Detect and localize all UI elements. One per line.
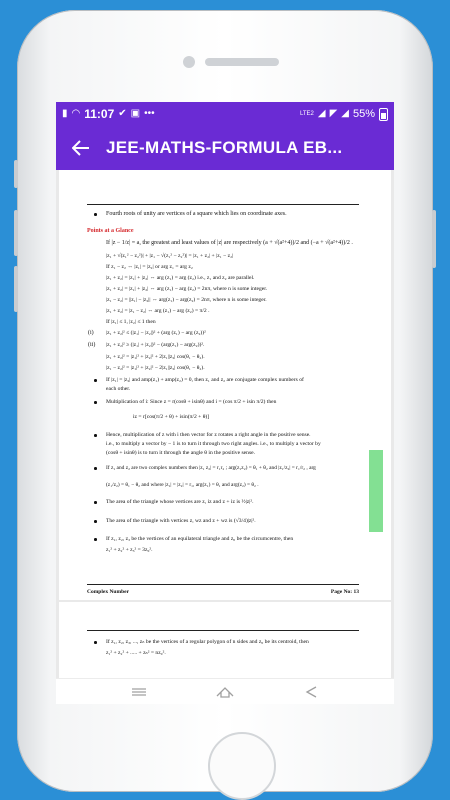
pdf-viewer[interactable]	[56, 170, 394, 678]
cell-signal-icon: ◢	[341, 108, 349, 119]
doc-line: If z₁ and z₂ are two complex numbers then |z₁ z₂| = r₁r₂ ; arg(z₁z₂) = θ₁ + θ₂ and |z₁/z₂| = r₁/r₂ , arg	[106, 465, 316, 471]
doc-line: Multiplication of i: Since z = r(cosθ + isinθ) and i = (cos π/2 + isin π/2) then	[106, 399, 277, 405]
pdf-page-next	[59, 602, 391, 678]
doc-line: Hence, multiplication of z with i then vector for z rotates a right angle in the positive sense.	[106, 432, 311, 438]
pdf-page	[59, 170, 391, 600]
app-title: JEE-MATHS-FORMULA EB...	[106, 138, 343, 157]
doc-line: If |z − 1/z| = a, the greatest and least values of |z| are respectively (a + √(a²+4))/2 and (−a + √(a²+4))/2 .	[106, 240, 353, 246]
status-bar	[56, 102, 394, 126]
wifi-icon: ◠	[71, 108, 81, 119]
doc-line: The area of the triangle with vertices z, wz and z + wz is (√3/4)|z|².	[106, 518, 256, 524]
doc-line: |z₁ + z₂|² ≥ (|z₁| + |z₂|)² − (arg(z₁) − arg(z₂))².	[106, 342, 205, 348]
network-label: LTE2	[299, 111, 314, 117]
roman-mark: (ii)	[88, 342, 96, 348]
system-nav-bar	[56, 678, 394, 704]
gallery-icon: ▣	[130, 108, 141, 119]
doc-line: If z₁ − z₂ ⇔ |z₁| = |z₂| or arg z₁ = arg z₂	[106, 264, 193, 270]
page-bottom-rule	[87, 584, 359, 585]
phone-screen	[56, 102, 394, 704]
doc-line: z₁² + z₂² + z₃² = 3z₀².	[106, 547, 153, 553]
doc-line: |z₁ + z₂| = |z₁| + |z₂| ⇔ arg (z₁) − arg (z₂) = 2nπ, where n is some integer.	[106, 286, 268, 292]
battery-icon	[379, 108, 388, 121]
doc-line: |z₁ + √(z₁² − z₂²)| + |z₁ − √(z₁² − z₂²)| = |z₁ + z₂| + |z₁ − z₂|	[106, 253, 234, 259]
doc-line: |z₁ + z₂|² = |z₁|² + |z₂|² + 2|z₁||z₂| cos(θ₁ − θ₂).	[106, 354, 205, 360]
page-number: Page No: 13	[330, 589, 359, 595]
power-button	[432, 210, 436, 268]
roman-mark: (i)	[88, 330, 94, 336]
scroll-handle[interactable]	[369, 450, 383, 532]
back-icon	[304, 686, 318, 698]
page-footer-title: Complex Number	[87, 589, 130, 595]
bullet	[94, 501, 97, 504]
bullet	[94, 379, 97, 382]
signal-icon: ▮	[62, 108, 68, 119]
doc-line: z₁² + z₂² + ..... + zₙ² = nz₀².	[106, 650, 166, 656]
doc-line: If z₁, z₂, z₃, ..., zₙ be the vertices of a regular polygon of n sides and z₀ be its centroid, then	[106, 639, 309, 645]
bullet	[94, 467, 97, 470]
bullet	[94, 641, 97, 644]
network-signal-icon: ◢	[317, 108, 326, 119]
check-icon: ✔	[118, 108, 127, 119]
doc-line: |z₁ + z₂| = |z₁| + |z₂| ⇔ arg (z₁) = arg (z₂) i.e., z₁ and z₂ are parallel.	[106, 275, 255, 281]
volume-down-button	[14, 266, 18, 312]
arrow-back-icon	[72, 140, 90, 156]
bullet	[94, 213, 97, 216]
doc-line: |z₁ − z₂| = ||z₁| − |z₂|| ⇔ arg(z₁) − arg(z₂) = 2nπ, where n is some integer.	[106, 297, 267, 303]
doc-line: If |z₁| ≤ 1, |z₂| ≤ 1 then	[106, 319, 156, 325]
volume-up-button	[14, 210, 18, 256]
doc-line: (cosθ + isinθ) is to turn it through the angle θ in the positive sense.	[106, 450, 255, 456]
page-top-rule	[87, 630, 359, 631]
nav-home-button[interactable]	[215, 684, 235, 700]
doc-line: |z₁ + z₂|² ≤ (|z₁| − |z₂|)² + (arg (z₁) − arg (z₂))²	[106, 330, 206, 336]
bullet	[94, 538, 97, 541]
doc-line: i.e., to multiply a vector by − 1 is to turn it through two right angles. i.e., to multiply a vector by	[106, 441, 321, 447]
back-arrow-button[interactable]	[56, 126, 106, 170]
section-heading: Points at a Glance	[87, 228, 134, 234]
doc-line: iz = r[cos(π/2 + θ) + isin(π/2 + θ)]	[133, 414, 210, 420]
front-camera	[183, 56, 195, 68]
bullet	[94, 434, 97, 437]
doc-line: |z₁ − z₂|² = |z₁|² + |z₂|² − 2|z₁||z₂| cos(θ₁ − θ₂).	[106, 365, 205, 371]
doc-line: each other.	[106, 386, 131, 392]
doc-line: Fourth roots of unity are vertices of a square which lies on coordinate axes.	[106, 211, 287, 217]
bullet	[94, 401, 97, 404]
status-time: 11:07	[84, 107, 115, 121]
recent-apps-button[interactable]	[129, 684, 149, 700]
doc-line: If z₁, z₂, z₃ be the vertices of an equilateral triangle and z₀ be the circumcentre, then	[106, 536, 294, 542]
doc-line: (z₁/z₂) = θ₁ − θ₂ and where |z₁| = |z₂| = r₁, arg(z₁) = θ₁ and arg(z₂) = θ₂ .	[106, 482, 259, 488]
doc-line: If |z₁| = |z₂| and amp(z₁) + amp(z₂) = 0, then z₁ and z₂ are conjugate complex numbers of	[106, 377, 304, 383]
battery-percent: 55%	[352, 108, 375, 120]
page-top-rule	[87, 204, 359, 205]
home-icon	[215, 686, 235, 698]
doc-line: The area of the triangle whose vertices are z, iz and z + iz is ½|z|².	[106, 499, 254, 505]
home-button	[208, 732, 276, 800]
app-bar	[56, 126, 394, 170]
mute-switch	[14, 160, 18, 188]
bullet	[94, 520, 97, 523]
recent-apps-icon	[131, 687, 147, 697]
wifi-signal-icon: ◤	[329, 108, 338, 119]
earpiece-speaker	[205, 58, 279, 66]
nav-back-button[interactable]	[301, 684, 321, 700]
dots-icon: •••	[144, 108, 155, 119]
doc-line: |z₁ + z₂| = |z₁ − z₂| ⇔ arg (z₁) − arg (z₂) = π/2 .	[106, 308, 210, 314]
